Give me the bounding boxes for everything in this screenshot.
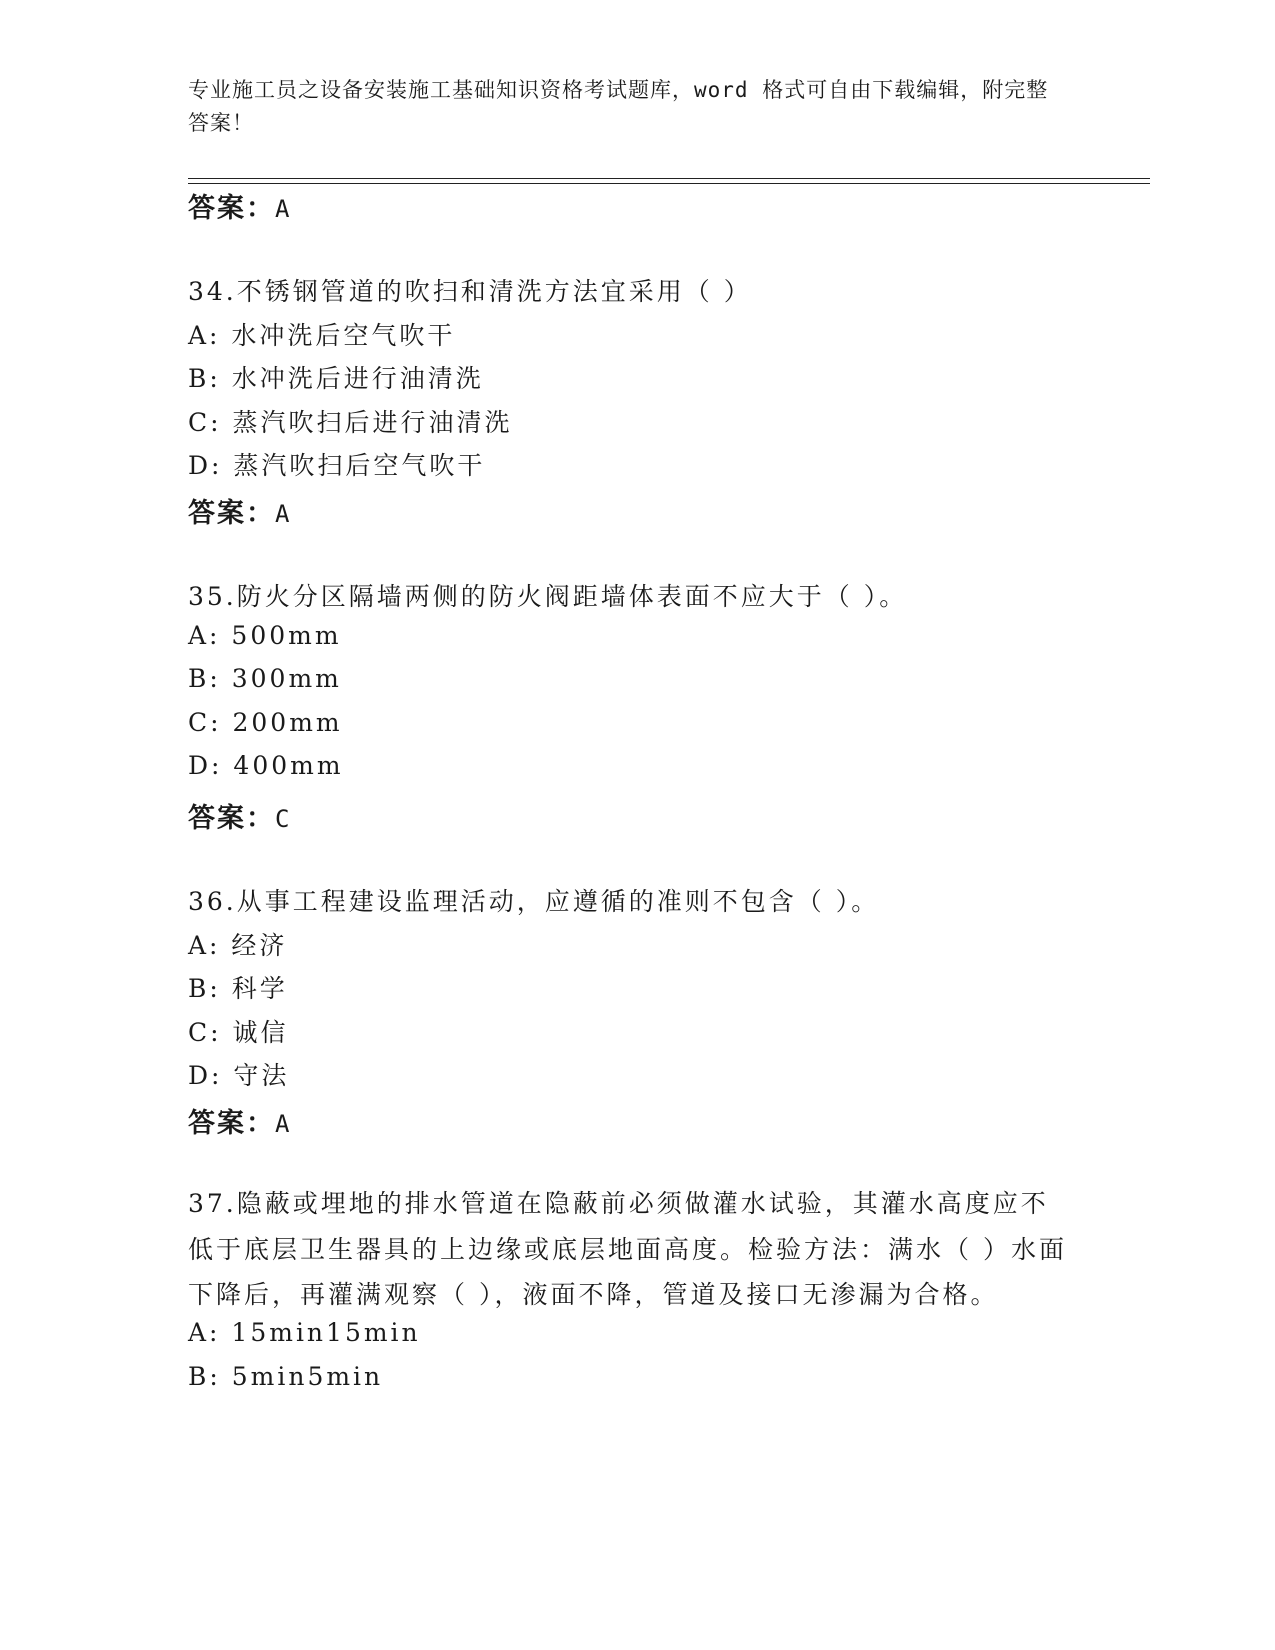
- option-c: C: 蒸汽吹扫后进行油清洗: [188, 408, 513, 437]
- question-stem: 36.从事工程建设监理活动，应遵循的准则不包含（ ）。: [188, 887, 880, 916]
- question-stem: 34.不锈钢管道的吹扫和清洗方法宜采用（ ）: [188, 277, 752, 306]
- answer-value: A: [275, 195, 292, 223]
- answer-value: C: [275, 805, 292, 833]
- answer-label: 答案：: [188, 1108, 275, 1139]
- answer-label: 答案：: [188, 193, 275, 224]
- header-divider-bottom: [188, 183, 1150, 184]
- option-a: A: 经济: [188, 931, 288, 960]
- option-c: C: 200mm: [188, 708, 343, 737]
- header-divider-top: [188, 178, 1150, 179]
- option-d: D: 守法: [188, 1061, 290, 1090]
- option-c: C: 诚信: [188, 1018, 289, 1047]
- answer-value: A: [275, 500, 292, 528]
- option-a: A: 水冲洗后空气吹干: [188, 321, 456, 350]
- answer-line: [188, 491, 291, 530]
- option-a: A: 15min15min: [188, 1318, 421, 1347]
- answer-value: A: [275, 1110, 292, 1138]
- option-b: B: 5min5min: [188, 1362, 384, 1391]
- option-b: B: 水冲洗后进行油清洗: [188, 364, 484, 393]
- document-header: 专业施工员之设备安装施工基础知识资格考试题库，word 格式可自由下载编辑，附完整答案！: [188, 78, 1049, 135]
- option-d: D: 蒸汽吹扫后空气吹干: [188, 451, 486, 480]
- option-d: D: 400mm: [188, 751, 344, 780]
- option-a: A: 500mm: [188, 621, 342, 650]
- answer-line: [188, 1101, 291, 1140]
- question-stem: 37.隐蔽或埋地的排水管道在隐蔽前必须做灌水试验，其灌水高度应不低于底层卫生器具的上边缘或底层地面高度。检验方法：满水（ ）水面下降后，再灌满观察（ ），液面不降，管道及接口无渗漏为合格。: [188, 1189, 1067, 1309]
- answer-line: [188, 796, 291, 835]
- option-b: B: 科学: [188, 974, 288, 1003]
- answer-label: 答案：: [188, 803, 275, 834]
- option-b: B: 300mm: [188, 664, 342, 693]
- answer-line: [188, 186, 291, 225]
- answer-label: 答案：: [188, 498, 275, 529]
- question-stem: 35.防火分区隔墙两侧的防火阀距墙体表面不应大于（ ）。: [188, 582, 908, 611]
